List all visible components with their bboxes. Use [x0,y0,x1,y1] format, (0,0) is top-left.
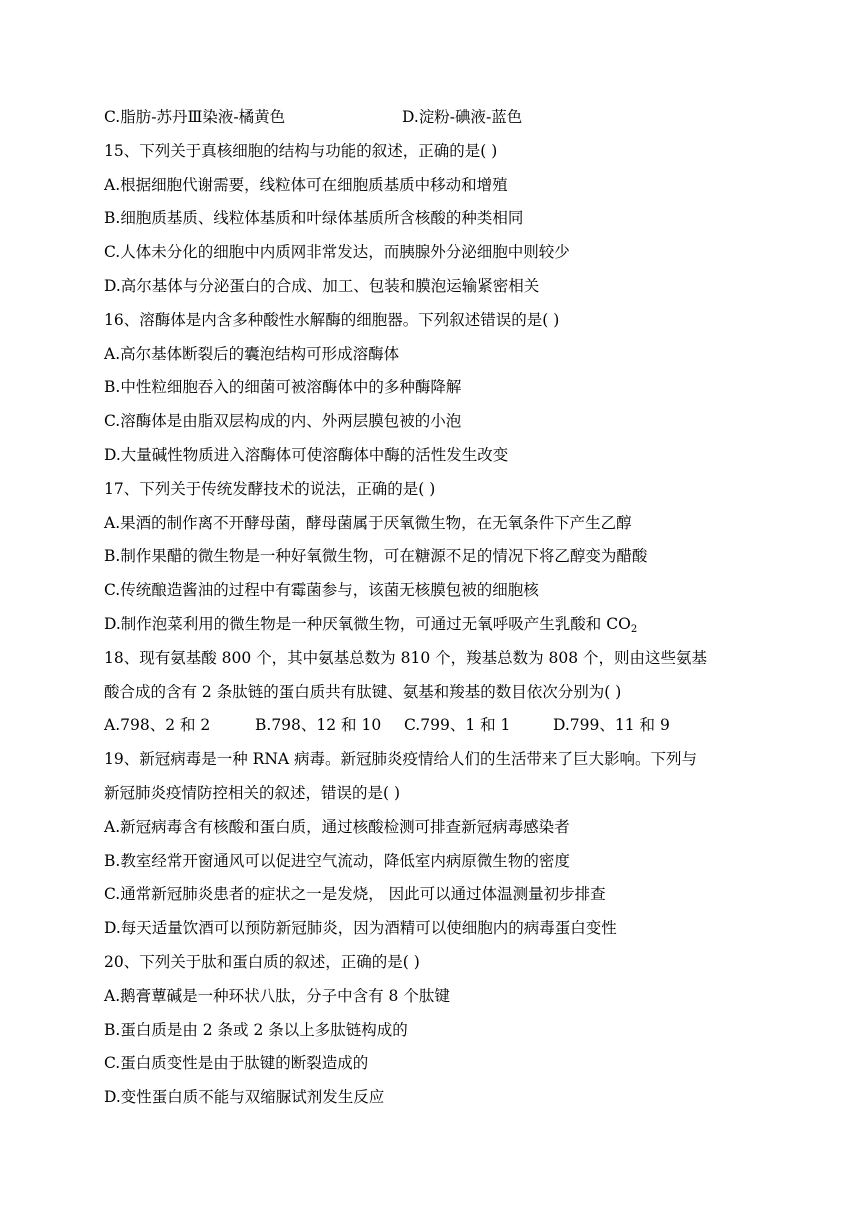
q17-option-d-subscript: 2 [630,623,638,635]
q18-option-a: A.798、2 和 2 [104,716,211,735]
q16-option-b: B.中性粒细胞吞入的细菌可被溶酶体中的多种酶降解 [104,378,462,397]
q15-option-d: D.高尔基体与分泌蛋白的合成、加工、包装和膜泡运输紧密相关 [104,276,540,295]
q17-stem: 17、下列关于传统发酵技术的说法，正确的是( ) [104,479,436,498]
q15-stem: 15、下列关于真核细胞的结构与功能的叙述，正确的是( ) [104,141,498,160]
q15-option-c: C.人体未分化的细胞中内质网非常发达，而胰腺外分泌细胞中则较少 [104,243,570,262]
q18-option-d: D.799、11 和 9 [553,716,670,735]
q20-option-d: D.变性蛋白质不能与双缩脲试剂发生反应 [104,1088,385,1107]
q18-stem-line1: 18、现有氨基酸 800 个，其中氨基总数为 810 个，羧基总数为 808 个，则由这些氨基 [104,648,708,667]
q17-option-b: B.制作果醋的微生物是一种好氧微生物，可在糖源不足的情况下将乙醇变为醋酸 [104,547,648,566]
q19-option-c: C.通常新冠肺炎患者的症状之一是发烧， 因此可以通过体温测量初步排查 [104,885,606,904]
q20-stem: 20、下列关于肽和蛋白质的叙述，正确的是( ) [104,952,420,971]
q16-option-c: C.溶酶体是由脂双层构成的内、外两层膜包被的小泡 [104,412,462,431]
q18-option-c: C.799、1 和 1 [404,716,511,735]
q14-option-c: C.脂肪-苏丹Ⅲ染液-橘黄色 [104,108,286,126]
q14-options-row [104,101,764,135]
q19-stem-line2: 新冠肺炎疫情防控相关的叙述，错误的是( ) [104,783,401,802]
q17-option-c: C.传统酿造酱油的过程中有霉菌参与，该菌无核膜包被的细胞核 [104,581,539,600]
q19-option-a: A.新冠病毒含有核酸和蛋白质，通过核酸检测可排查新冠病毒感染者 [104,817,570,836]
q19-stem-line1: 19、新冠病毒是一种 RNA 病毒。新冠肺炎疫情给人们的生活带来了巨大影响。下列与 [104,750,698,769]
q14-option-d: D.淀粉-碘液-蓝色 [402,108,523,126]
q16-option-a: A.高尔基体断裂后的囊泡结构可形成溶酶体 [104,344,400,363]
q17-option-d [104,608,764,642]
q19-option-d: D.每天适量饮酒可以预防新冠肺炎，因为酒精可以使细胞内的病毒蛋白变性 [104,919,617,938]
exam-page [104,101,764,1115]
q17-option-d-text: D.制作泡菜利用的微生物是一种厌氧微生物，可通过无氧呼吸产生乳酸和 CO [104,614,631,633]
q17-option-a: A.果酒的制作离不开酵母菌，酵母菌属于厌氧微生物，在无氧条件下产生乙醇 [104,513,632,532]
q18-options-row [104,709,764,743]
q20-option-a: A.鹅膏蕈碱是一种环状八肽，分子中含有 8 个肽键 [104,986,450,1005]
q18-stem-line2: 酸合成的含有 2 条肽链的蛋白质共有肽键、氨基和羧基的数目依次分别为( ) [104,682,622,701]
q19-option-b: B.教室经常开窗通风可以促进空气流动，降低室内病原微生物的密度 [104,851,570,870]
q18-option-b: B.798、12 和 10 [255,716,382,735]
q15-option-b: B.细胞质基质、线粒体基质和叶绿体基质所含核酸的种类相同 [104,209,524,228]
q16-stem: 16、溶酶体是内含多种酸性水解酶的细胞器。下列叙述错误的是( ) [104,310,560,329]
q20-option-c: C.蛋白质变性是由于肽键的断裂造成的 [104,1054,369,1073]
q15-option-a: A.根据细胞代谢需要，线粒体可在细胞质基质中移动和增殖 [104,175,508,194]
q16-option-d: D.大量碱性物质进入溶酶体可使溶酶体中酶的活性发生改变 [104,445,509,464]
q20-option-b: B.蛋白质是由 2 条或 2 条以上多肽链构成的 [104,1020,408,1039]
